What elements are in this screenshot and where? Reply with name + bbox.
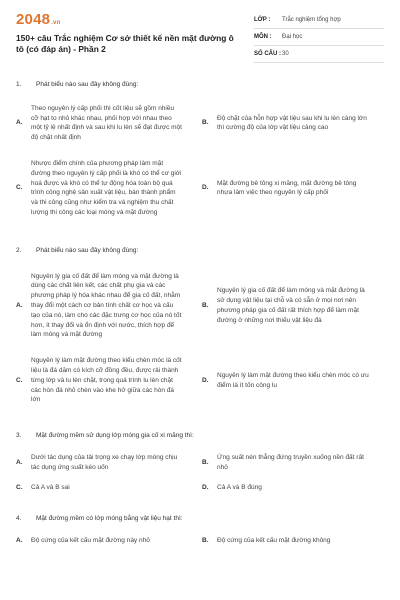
- question-text: Phát biểu nào sau đây không đúng:: [36, 81, 139, 88]
- question-text: Mặt đường mềm sử dụng lớp móng gia cố xi măng thì:: [36, 432, 194, 440]
- option-letter: B.: [202, 458, 209, 466]
- question-header: [16, 246, 388, 256]
- logo-suffix: .vn: [51, 20, 61, 26]
- option-text: Nhược điểm chính của phương pháp làm mặt đường theo nguyên lý cấp phối là khó có thể cơ giới hoá được và khó có thể tự động hóa toàn bộ quá trình công nghệ sản xuất vật liệu, bán thành phẩm và thi công cũng như kiểm tra và nghiệm thu chất lượng thi công các loại móng và mặt đường: [31, 159, 182, 216]
- question-number: 4.: [16, 515, 22, 523]
- meta-value: Đại học: [282, 34, 303, 40]
- option-letter: A.: [16, 458, 23, 466]
- option-b[interactable]: [202, 453, 388, 473]
- option-text: Dưới tác dụng của tải trọng xe chạy lớp móng chịu tác dụng ứng suất kéo uốn: [31, 453, 178, 471]
- option-b[interactable]: [202, 272, 388, 341]
- meta-row-count: [254, 46, 384, 63]
- question-number: 3.: [16, 432, 22, 440]
- question-2: [16, 246, 388, 405]
- option-text: Độ cứng của kết cấu mặt đường này nhỏ: [31, 537, 150, 545]
- meta-value: Trắc nghiệm tổng hợp: [282, 17, 341, 23]
- option-row: [16, 272, 388, 341]
- option-row: [16, 483, 388, 493]
- question-1: [16, 80, 388, 218]
- document-title: 150+ câu Trắc nghiệm Cơ sở thiết kế nền mặt đường ô tô (có đáp án) - Phần 2: [16, 33, 234, 54]
- option-row: [16, 104, 388, 143]
- meta-label: MÔN :: [254, 34, 272, 40]
- meta-row-subject: [254, 29, 384, 46]
- option-letter: B.: [202, 537, 209, 545]
- option-text: Độ cứng của kết cấu mặt đường không: [217, 537, 331, 545]
- option-letter: C.: [16, 376, 23, 384]
- option-a[interactable]: [16, 272, 202, 341]
- question-text: Phát biểu nào sau đây không đúng:: [36, 246, 139, 254]
- option-letter: D.: [202, 376, 209, 384]
- option-b[interactable]: [202, 104, 388, 143]
- option-letter: C.: [16, 483, 23, 491]
- option-text: Nguyên lý làm mặt đường theo kiểu chèn móc có ưu điểm là ít tốn công lu: [217, 371, 369, 389]
- option-d[interactable]: [202, 159, 388, 218]
- option-text: Nguyên lý gia cố đất để làm móng và mặt đường là dùng các chất liên kết, các chất phụ gia và các phương pháp lý hóa khác nhau để gia cố đất, nhằm thay đổi một cách cơ bản tính chất cơ học và cấu tạo của nó, làm cho các đặc trưng cơ học của nó tốt hơn, ít thay đổi và ổn định với nước, thích hợp để làm móng và mặt đường: [31, 272, 182, 339]
- question-number: 1.: [16, 81, 22, 88]
- option-text: Cả A và B sai: [31, 483, 70, 491]
- option-letter: B.: [202, 119, 209, 127]
- question-header: [16, 431, 388, 441]
- option-letter: D.: [202, 184, 209, 192]
- option-a[interactable]: [16, 104, 202, 143]
- question-3: [16, 431, 388, 492]
- question-text: Mặt đường mềm có lớp móng bằng vật liệu hạt thì:: [36, 515, 183, 523]
- question-4: [16, 514, 388, 546]
- option-row: [16, 159, 388, 218]
- option-row: [16, 356, 388, 405]
- meta-label: LỚP :: [254, 17, 271, 23]
- meta-value: 30: [282, 51, 289, 57]
- question-header: [16, 514, 388, 524]
- option-letter: A.: [16, 119, 23, 127]
- option-c[interactable]: [16, 159, 202, 218]
- option-row: [16, 536, 388, 546]
- option-text: Mặt đường bê tông xi măng, mặt đường bê tông nhựa làm việc theo nguyên lý cấp phối: [217, 179, 357, 197]
- option-text: Nguyên lý gia cố đất để làm móng và mặt đường là sử dụng vật liệu tại chỗ và có sẵn ở mọi nơi nên phương pháp gia cố đất rất thích hợp để làm mặt đường ở những nơi thiếu vật liệu đá: [217, 287, 365, 324]
- option-text: Cả A và B đúng: [217, 483, 262, 491]
- question-number: 2.: [16, 246, 22, 254]
- question-header: [16, 80, 388, 90]
- option-text: Nguyên lý làm mặt đường theo kiểu chèn móc là cốt liệu là đá dăm có kích cỡ đồng đều, được rải thành từng lớp và lu lèn chặt, trong quá trình lu lèn chặt các hòn đá nhỏ chèn vào khe hở giữa các hòn đá lớn: [31, 357, 182, 404]
- option-letter: C.: [16, 184, 23, 192]
- site-logo[interactable]: [16, 11, 60, 28]
- option-a[interactable]: [16, 536, 202, 546]
- logo-text: 2048: [16, 11, 51, 28]
- option-letter: A.: [16, 537, 23, 545]
- meta-label: SỐ CÂU :: [254, 51, 281, 57]
- option-letter: D.: [202, 483, 209, 491]
- option-b[interactable]: [202, 536, 388, 546]
- page-header: [0, 0, 400, 64]
- option-d[interactable]: [202, 483, 388, 493]
- option-text: Theo nguyên lý cấp phối thì cốt liệu sẽ gồm nhiều cỡ hạt to nhỏ khác nhau, phối hợp với nhau theo một tỷ lệ nhất định và sau khi lu lèn sẽ đạt được một độ chặt nhất định: [31, 104, 182, 142]
- option-text: Ứng suất nén thẳng đứng truyền xuống nền đất rất nhỏ: [217, 453, 364, 471]
- option-d[interactable]: [202, 356, 388, 405]
- document-meta: [254, 12, 384, 63]
- option-a[interactable]: [16, 453, 202, 473]
- option-row: [16, 453, 388, 473]
- option-text: Độ chặt của hỗn hợp vật liệu sau khi lu lèn càng lớn thì cường độ của lớp vật liệu càng cao: [217, 114, 367, 132]
- option-letter: A.: [16, 301, 23, 309]
- option-c[interactable]: [16, 356, 202, 405]
- meta-row-class: [254, 12, 384, 29]
- option-letter: B.: [202, 301, 209, 309]
- question-list: [16, 80, 388, 562]
- option-c[interactable]: [16, 483, 202, 493]
